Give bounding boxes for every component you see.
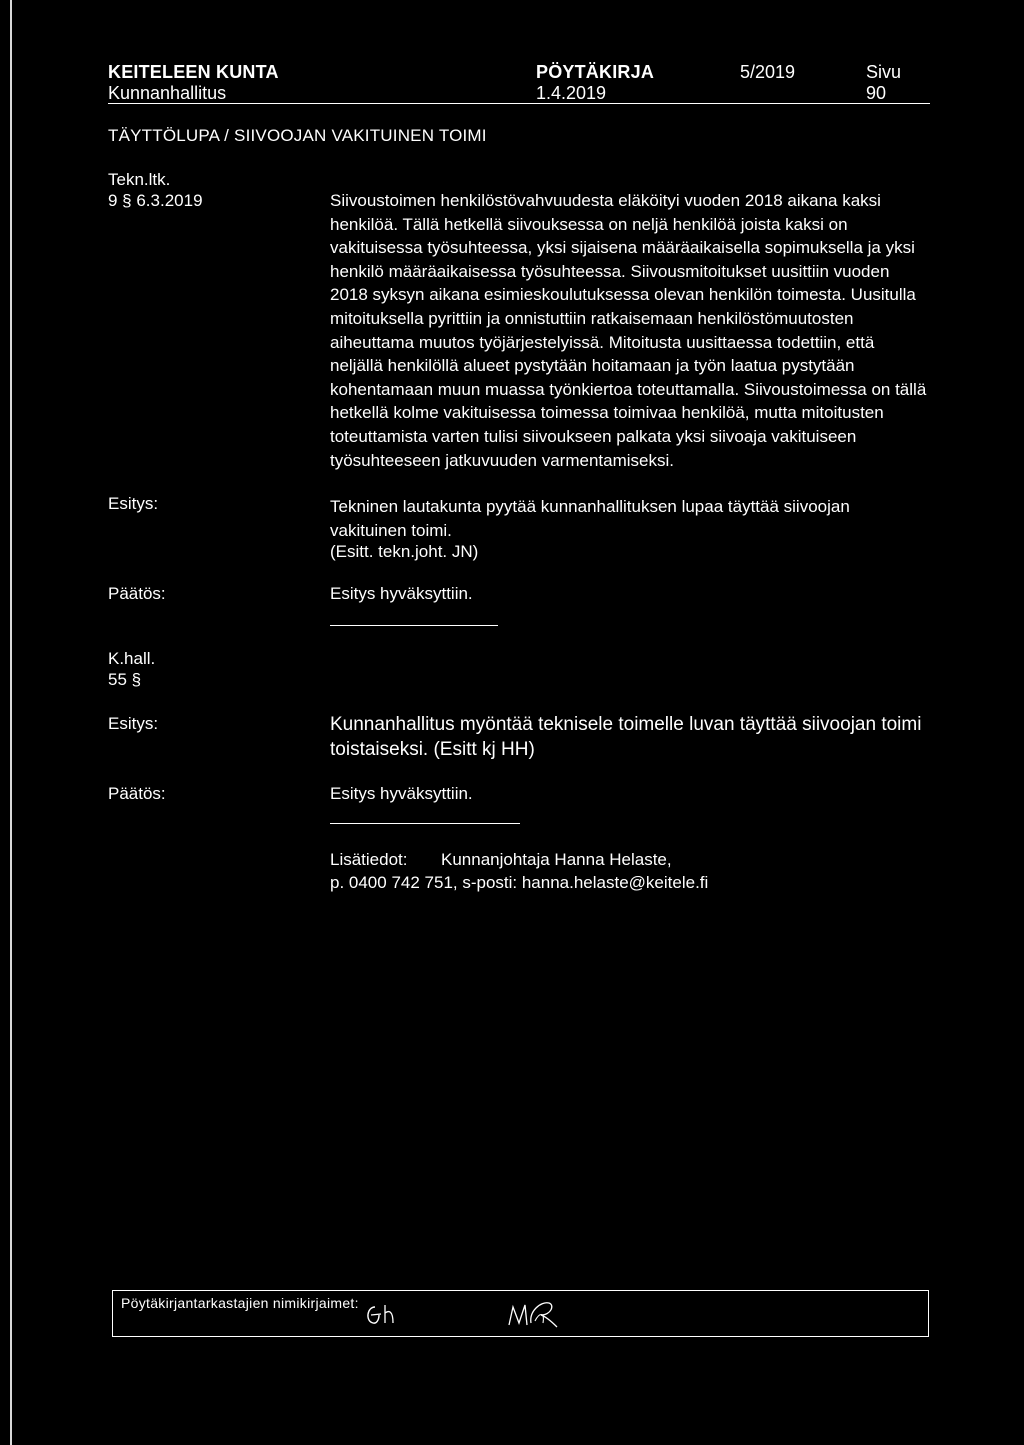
section-divider	[330, 625, 498, 626]
section-divider	[330, 823, 520, 824]
page-label: Sivu	[866, 62, 902, 82]
section-reference: 9 § 6.3.2019	[108, 191, 203, 210]
decision-label: Päätös:	[108, 784, 166, 803]
section-reference: 55 §	[108, 670, 142, 689]
proposal-label: Esitys:	[108, 494, 159, 513]
decision-text: Esitys hyväksyttiin.	[330, 784, 473, 803]
proposal-text: Kunnanhallitus myöntää teknisele toimelle luvan täyttää siivoojan toimi toistaiseksi. (Esitt kj HH)	[330, 714, 922, 760]
info-details: p. 0400 742 751, s-posti: hanna.helaste@keitele.fi	[330, 873, 709, 892]
handwritten-initials-1	[361, 1301, 401, 1329]
document-type: PÖYTÄKIRJA	[536, 62, 655, 82]
decision-text: Esitys hyväksyttiin.	[330, 584, 473, 603]
header-rule	[108, 103, 930, 104]
proposal-text: Tekninen lautakunta pyytää kunnanhallituksen lupaa täyttää siivoojan vakituinen toimi.	[330, 497, 850, 540]
signature-box-label: Pöytäkirjantarkastajien nimikirjaimet:	[121, 1295, 359, 1311]
page-number: 90	[866, 83, 887, 103]
municipality-name: KEITELEEN KUNTA	[108, 62, 279, 82]
item-title: TÄYTTÖLUPA / SIIVOOJAN VAKITUINEN TOIMI	[108, 126, 487, 145]
issuing-body: Kunnanhallitus	[108, 83, 227, 103]
signature-box	[112, 1290, 929, 1337]
handwritten-initials-2	[505, 1297, 561, 1333]
info-contact: Kunnanjohtaja Hanna Helaste,	[441, 850, 672, 869]
scan-edge-line	[10, 0, 12, 1445]
info-label: Lisätiedot:	[330, 850, 408, 869]
proposal-author: (Esitt. tekn.joht. JN)	[330, 542, 479, 561]
proposal-label: Esitys:	[108, 714, 159, 733]
committee-label: Tekn.ltk.	[108, 170, 171, 189]
committee-label: K.hall.	[108, 649, 156, 668]
document-number: 5/2019	[740, 62, 796, 82]
document-date: 1.4.2019	[536, 83, 607, 103]
background-paragraph: Siivoustoimen henkilöstövahvuudesta eläköityi vuoden 2018 aikana kaksi henkilöä. Tällä hetkellä siivouksessa on neljä henkilöä joista kaksi on vakituisessa työsuhteessa, yksi sijaisena määräaikaisella sopimuksella ja yksi henkilö määräaikaisessa työsuhteessa. Siivousmitoitukset uusittiin vuoden 2018 syksyn aikana esimieskoulutuksessa olevan henkilön toimesta. Uusitulla mitoituksella pyrittiin ja onnistuttiin ratkaisemaan henkilöstömuutosten aiheuttama muutos työjärjestelyissä. Mitoitusta uusittaessa todettiin, että neljällä henkilöllä alueet pystytään hoitamaan ja työn laatua pystytään kohentamaan muun muassa työnkiertoa toteuttamalla. Siivoustoimessa on tällä hetkellä kolme vakituisessa toimessa toimivaa henkilöä, mutta mitoitusten toteuttamista varten tulisi siivoukseen palkata yksi siivoaja vakituiseen työsuhteeseen jatkuvuuden varmentamiseksi.	[330, 191, 927, 470]
decision-label: Päätös:	[108, 584, 166, 603]
